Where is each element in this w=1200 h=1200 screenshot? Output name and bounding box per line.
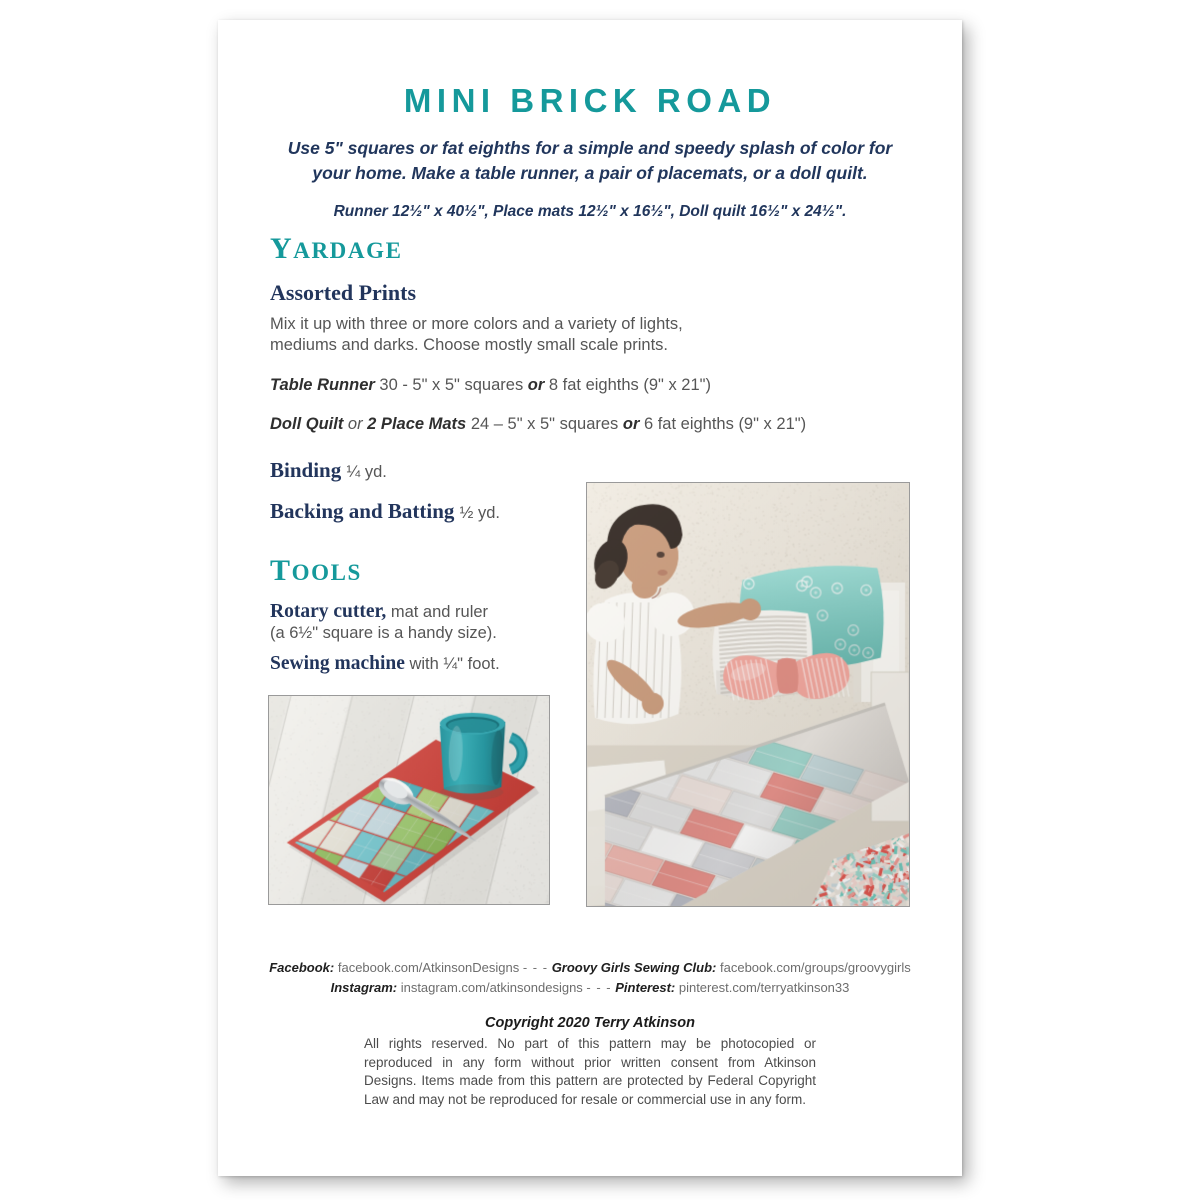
doll-quilt-photo-canvas (587, 483, 909, 906)
groovy-girls-label: Groovy Girls Sewing Club: (551, 960, 717, 975)
groovy-girls-url[interactable]: facebook.com/groups/groovygirls (716, 960, 911, 975)
tools-heading-rest: OOLS (291, 560, 362, 585)
binding-amount: ¼ yd. (346, 463, 387, 481)
table-runner-requirement (270, 376, 890, 395)
page-footer (218, 958, 962, 1109)
sewing-machine-label: Sewing machine (270, 653, 405, 674)
copyright-title: Copyright 2020 Terry Atkinson (484, 1015, 696, 1031)
social-separator-2: - - - (586, 979, 612, 995)
doll-quilt-part2: 6 fat eighths (9" x 21") (639, 415, 807, 433)
assorted-prints-heading: Assorted Prints (270, 280, 417, 305)
copyright-body: All rights reserved. No part of this pattern may be photocopied or reproduced in any form without prior written consent from Atkinson Designs. Items made from this pattern are protected by Federal Copyright Law and may not be reproduced for resale or commercial use in any form. (364, 1036, 816, 1107)
social-line-2 (218, 978, 962, 998)
table-runner-or: or (527, 376, 545, 394)
instagram-url[interactable]: instagram.com/atkinsondesigns (397, 979, 583, 995)
pattern-page-sheet (218, 20, 962, 1176)
binding-label: Binding (270, 458, 342, 482)
backing-label: Backing and Batting (270, 499, 455, 523)
rotary-cutter-rest: mat and ruler (386, 603, 489, 621)
table-runner-photo-canvas (269, 696, 549, 904)
doll-quilt-part1: 24 – 5" x 5" squares (466, 415, 623, 433)
facebook-label: Facebook: (269, 960, 335, 975)
place-mats-label: 2 Place Mats (367, 415, 467, 433)
section-heading-yardage (270, 232, 890, 266)
yardage-heading-capital: Y (270, 232, 294, 265)
page-subtitle: Use 5" squares or fat eighths for a simple and speedy splash of color for your home. Make a table runner, a pair of placemats, or a doll quilt. (287, 138, 893, 183)
table-runner-photo (268, 695, 550, 905)
doll-quilt-photo (586, 482, 910, 907)
doll-quilt-requirement (270, 415, 890, 434)
doll-quilt-joiner: or (343, 415, 368, 433)
sewing-machine-rest: with ¼" foot. (404, 655, 500, 673)
backing-amount: ½ yd. (459, 504, 500, 522)
social-separator-1: - - - (522, 960, 549, 975)
yardage-heading-rest: ARDAGE (293, 238, 403, 263)
doll-quilt-label: Doll Quilt (270, 415, 344, 433)
tools-heading-capital: T (270, 554, 292, 587)
page-title: MINI BRICK ROAD (403, 82, 777, 119)
binding-requirement (270, 458, 890, 483)
pinterest-url[interactable]: pinterest.com/terryatkinson33 (675, 979, 850, 995)
facebook-url[interactable]: facebook.com/AtkinsonDesigns (334, 960, 520, 975)
assorted-prints-body: Mix it up with three or more colors and a variety of lights, mediums and darks. Choose mostly small scale prints. (270, 315, 683, 354)
table-runner-part1: 30 - 5" x 5" squares (374, 376, 528, 394)
rotary-cutter-note: (a 6½" square is a handy size). (270, 624, 497, 642)
social-line-1 (218, 958, 962, 978)
table-runner-part2: 8 fat eighths (9" x 21") (544, 376, 712, 394)
instagram-label: Instagram: (330, 979, 398, 995)
table-runner-label: Table Runner (270, 376, 375, 394)
pinterest-label: Pinterest: (615, 979, 676, 995)
rotary-cutter-label: Rotary cutter, (270, 601, 387, 622)
finished-sizes-line: Runner 12½" x 40½", Place mats 12½" x 16½", Doll quilt 16½" x 24½". (333, 203, 847, 220)
doll-quilt-or: or (622, 415, 640, 433)
